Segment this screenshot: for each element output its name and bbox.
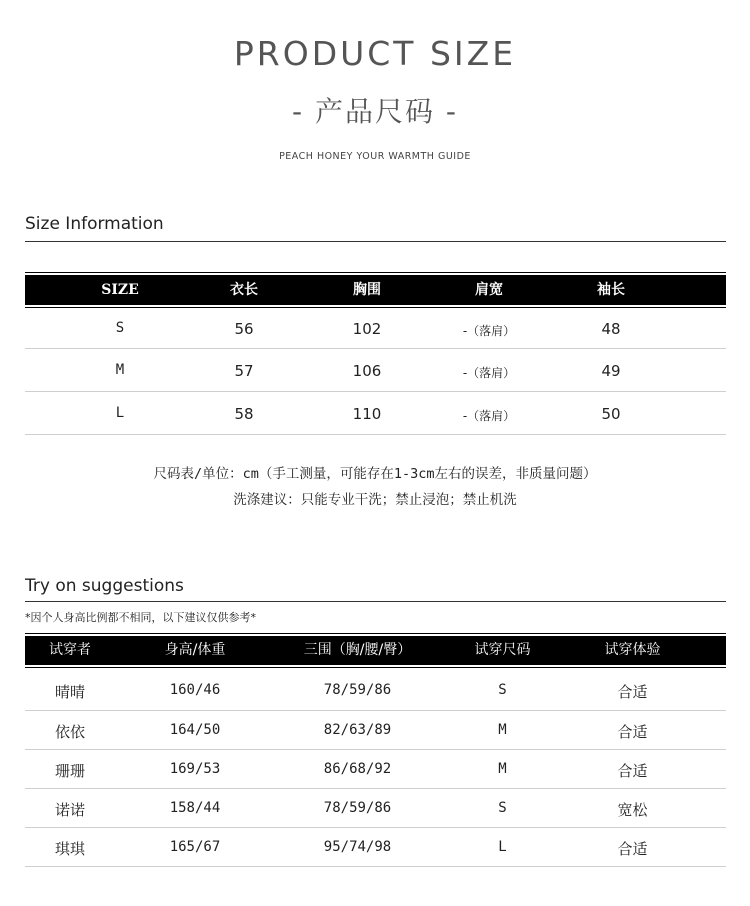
try-table-header bbox=[25, 636, 726, 665]
size-cell: M bbox=[115, 362, 125, 378]
size-col-sleeve: 袖长 bbox=[597, 282, 625, 298]
try-col-hw: 身高/体重 bbox=[164, 642, 226, 658]
page-title: PRODUCT SIZE bbox=[233, 34, 517, 73]
measurements: 86/68/92 bbox=[323, 761, 392, 777]
shoulder-cell: -（落肩） bbox=[462, 409, 516, 423]
fit-experience: 宽松 bbox=[617, 801, 648, 819]
size-cell: L bbox=[115, 405, 125, 421]
table-row bbox=[25, 308, 726, 349]
tried-size: L bbox=[498, 839, 507, 855]
guide-caption: PEACH HONEY YOUR WARMTH GUIDE bbox=[279, 151, 471, 162]
size-col-length: 衣长 bbox=[230, 282, 258, 298]
try-col-fit: 试穿体验 bbox=[604, 642, 661, 658]
size-info-rule bbox=[25, 241, 726, 242]
length-cell: 58 bbox=[234, 405, 254, 423]
tried-size: S bbox=[498, 800, 507, 816]
try-col-size: 试穿尺码 bbox=[474, 642, 531, 658]
length-cell: 57 bbox=[234, 362, 254, 380]
tester-name: 依依 bbox=[54, 723, 85, 741]
height-weight: 169/53 bbox=[169, 761, 221, 777]
chest-cell: 106 bbox=[352, 362, 382, 380]
size-col-shoulder: 肩宽 bbox=[475, 282, 503, 298]
fit-experience: 合适 bbox=[617, 723, 648, 741]
tester-name: 诺诺 bbox=[54, 801, 85, 819]
measurements: 78/59/86 bbox=[323, 800, 392, 816]
fit-experience: 合适 bbox=[617, 683, 648, 701]
try-on-title: Try on suggestions bbox=[25, 576, 184, 596]
page-subtitle: - 产品尺码 - bbox=[291, 95, 458, 128]
sleeve-cell: 49 bbox=[601, 362, 621, 380]
tester-name: 珊珊 bbox=[54, 762, 85, 780]
shoulder-cell: -（落肩） bbox=[462, 366, 516, 380]
try-on-disclaimer: *因个人身高比例都不相同，以下建议仅供参考* bbox=[25, 611, 256, 624]
table-row bbox=[25, 711, 726, 750]
length-cell: 56 bbox=[234, 320, 254, 338]
measurements: 95/74/98 bbox=[323, 839, 392, 855]
try-table-top-line bbox=[25, 633, 726, 634]
size-table-header bbox=[25, 275, 726, 305]
chest-cell: 102 bbox=[352, 320, 382, 338]
fit-experience: 合适 bbox=[617, 762, 648, 780]
size-unit-note: 尺码表/单位：cm（手工测量，可能存在1-3cm左右的误差，非质量问题） bbox=[153, 466, 597, 482]
measurements: 82/63/89 bbox=[323, 722, 392, 738]
height-weight: 164/50 bbox=[169, 722, 221, 738]
measurements: 78/59/86 bbox=[323, 682, 392, 698]
table-row bbox=[25, 392, 726, 435]
tried-size: S bbox=[498, 682, 507, 698]
table-row bbox=[25, 750, 726, 789]
fit-experience: 合适 bbox=[617, 840, 648, 858]
try-col-name: 试穿者 bbox=[49, 642, 91, 658]
sleeve-cell: 50 bbox=[601, 405, 621, 423]
height-weight: 158/44 bbox=[169, 800, 221, 816]
tester-name: 琪琪 bbox=[54, 840, 85, 858]
size-col-chest: 胸围 bbox=[353, 282, 381, 298]
table-row bbox=[25, 349, 726, 392]
tried-size: M bbox=[498, 722, 507, 738]
table-row bbox=[25, 668, 726, 711]
height-weight: 160/46 bbox=[169, 682, 221, 698]
size-table-top-line bbox=[25, 272, 726, 273]
sleeve-cell: 48 bbox=[601, 320, 621, 338]
size-info-title: Size Information bbox=[25, 214, 164, 234]
try-on-rule bbox=[25, 601, 726, 602]
washing-note: 洗涤建议：只能专业干洗；禁止浸泡；禁止机洗 bbox=[233, 492, 517, 508]
try-col-bwh: 三围（胸/腰/臀） bbox=[303, 642, 412, 658]
size-col-size: SIZE bbox=[101, 282, 139, 298]
tester-name: 晴晴 bbox=[54, 683, 85, 701]
size-cell: S bbox=[115, 320, 125, 336]
shoulder-cell: -（落肩） bbox=[462, 324, 516, 338]
table-row bbox=[25, 789, 726, 828]
chest-cell: 110 bbox=[352, 405, 382, 423]
table-row bbox=[25, 828, 726, 867]
height-weight: 165/67 bbox=[169, 839, 221, 855]
tried-size: M bbox=[498, 761, 507, 777]
